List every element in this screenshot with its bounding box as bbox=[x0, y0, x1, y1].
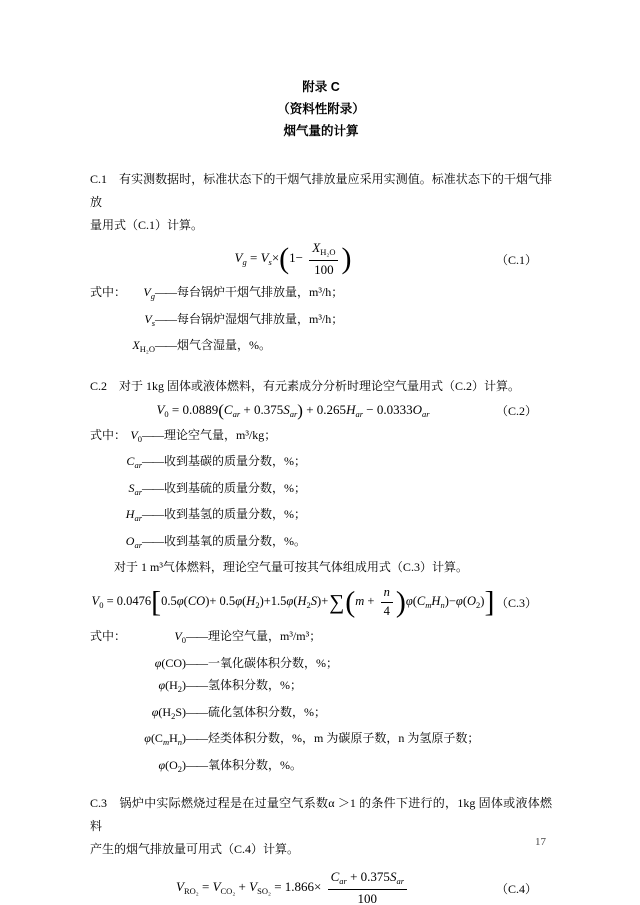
definition-desc: 氧体积分数，%。 bbox=[208, 757, 302, 772]
formula-label-c4: （C.4） bbox=[496, 881, 538, 896]
paragraph-c3-line1: C.3 锅炉中实际燃烧过程是在过量空气系数α ＞1 的条件下进行的，1kg 固体或液体燃料 bbox=[90, 796, 552, 833]
definition-symbol: $\varphi(H_2S)$ bbox=[151, 704, 186, 721]
definition-row bbox=[90, 308, 552, 335]
definition-symbol: $\varphi(O_2)$ bbox=[158, 757, 186, 774]
appendix-title: 附录 C bbox=[302, 80, 340, 94]
definition-desc: 收到基碳的质量分数，%； bbox=[164, 454, 306, 468]
formula-row-c1 bbox=[90, 237, 552, 281]
definition-row bbox=[90, 727, 552, 754]
paragraph-c2b-line1: 对于 1 m³气体燃料，理论空气量可按其气体组成用式（C.3）计算。 bbox=[114, 560, 468, 574]
definition-dash: —— bbox=[186, 731, 206, 745]
definition-list-c3 bbox=[90, 625, 552, 780]
formula-row-c3 bbox=[90, 579, 552, 625]
definition-row bbox=[90, 652, 552, 675]
definition-desc: 收到基氧的质量分数，%。 bbox=[164, 533, 306, 548]
equation-c2: $V_0 = 0.0889(C_{ar} + 0.375S_{ar}) + 0.265H_{ar} - 0.0333O_{ar}$ bbox=[156, 401, 430, 420]
definition-row bbox=[90, 281, 552, 308]
definition-dash: —— bbox=[186, 655, 206, 670]
page-content bbox=[90, 0, 552, 905]
paragraph-c2-line1: C.2 对于 1kg 固体或液体燃料，有元素成分分析时理论空气量用式（C.2）计算。 bbox=[90, 378, 521, 393]
formula-row-c2 bbox=[90, 398, 552, 424]
definition-desc: 硫化氢体积分数，%； bbox=[208, 704, 326, 719]
definition-row bbox=[90, 701, 552, 728]
definition-desc: 每台锅炉湿烟气排放量，m³/h； bbox=[177, 311, 344, 326]
paragraph-c2 bbox=[90, 375, 552, 398]
definition-list-c2 bbox=[90, 424, 552, 557]
definition-desc: 理论空气量，m³/m³； bbox=[208, 629, 322, 643]
definition-symbol: $V_s$ bbox=[144, 311, 155, 328]
definition-desc: 每台锅炉干烟气排放量，m³/h； bbox=[177, 285, 344, 299]
where-prefix: 式中： bbox=[90, 629, 127, 643]
definition-desc: 氢体积分数，%； bbox=[208, 678, 302, 692]
definition-symbol: $X_{H_2O}$ bbox=[132, 338, 155, 354]
definition-desc: 收到基硫的质量分数，%； bbox=[164, 480, 306, 495]
definition-dash: —— bbox=[155, 285, 175, 299]
definition-symbol: $H_{ar}$ bbox=[125, 507, 142, 523]
paragraph-c1 bbox=[90, 168, 552, 237]
formula-c4 bbox=[90, 870, 496, 905]
formula-c3 bbox=[90, 586, 496, 619]
paragraph-c2b bbox=[90, 556, 552, 579]
definition-symbol: $\varphi(C_mH_n)$ bbox=[144, 731, 186, 747]
definition-row bbox=[90, 754, 552, 781]
definition-dash: —— bbox=[186, 678, 206, 692]
definition-desc: 烟气含湿量，%。 bbox=[177, 338, 271, 352]
definition-symbol: $\varphi(H_2)$ bbox=[158, 678, 186, 694]
appendix-subtitle: （资料性附录） bbox=[277, 102, 365, 116]
definition-symbol: $S_{ar}$ bbox=[128, 480, 142, 497]
definition-row bbox=[90, 424, 552, 451]
definition-symbol: $C_{ar}$ bbox=[126, 454, 142, 470]
equation-c4: $V_{RO_2} = V_{CO_2} + V_{SO_2} = 1.866\times$ $\frac{C_{ar} + 0.375S_{ar}}{100}$ bbox=[176, 870, 410, 905]
definition-symbol: $V_0$ bbox=[130, 427, 142, 444]
definition-symbol: φ(CO) bbox=[154, 655, 186, 670]
definition-row bbox=[90, 674, 552, 701]
equation-c1: $V_g = V_s\times(1-$ $\frac{X_{H_2O}}{100}$ ) bbox=[234, 240, 352, 277]
equation-c3: $V_0 = 0.0476[0.5\varphi(CO)+ 0.5\varphi(H_2)+1.5\varphi(H_2S)+\sum(m$ + $\frac{n}{4}$ )$\varphi(C_mH_n)-\varphi(O_2)$] bbox=[91, 584, 495, 618]
definition-desc: 理论空气量，m³/kg； bbox=[164, 427, 277, 442]
appendix-header bbox=[90, 76, 552, 142]
definition-symbol: $V_0$ bbox=[174, 629, 186, 645]
definition-dash: —— bbox=[186, 629, 206, 643]
definition-row bbox=[90, 503, 552, 530]
definition-dash: —— bbox=[142, 507, 162, 521]
definition-row bbox=[90, 530, 552, 557]
page-number: 17 bbox=[535, 836, 546, 848]
paragraph-c3-line2: 产生的烟气排放量可用式（C.4）计算。 bbox=[90, 842, 300, 856]
formula-c1 bbox=[90, 241, 496, 277]
definition-dash: —— bbox=[155, 311, 175, 326]
where-prefix: 式中： bbox=[90, 427, 127, 442]
formula-label-c1: （C.1） bbox=[496, 252, 538, 267]
definition-desc: 一氧化碳体积分数，%； bbox=[208, 655, 338, 670]
definition-dash: —— bbox=[155, 338, 175, 352]
definition-dash: —— bbox=[142, 427, 162, 442]
formula-label-c2: （C.2） bbox=[496, 404, 538, 418]
definition-dash: —— bbox=[142, 533, 162, 548]
paragraph-c1-line2: 量用式（C.1）计算。 bbox=[90, 218, 204, 232]
definition-list-c1 bbox=[90, 281, 552, 361]
definition-symbol: $O_{ar}$ bbox=[125, 533, 142, 550]
definition-dash: —— bbox=[186, 704, 206, 719]
where-prefix: 式中： bbox=[90, 285, 127, 299]
appendix-heading: 烟气量的计算 bbox=[283, 124, 359, 138]
definition-dash: —— bbox=[142, 480, 162, 495]
formula-row-c4 bbox=[90, 865, 552, 905]
definition-row bbox=[90, 334, 552, 361]
definition-row bbox=[90, 477, 552, 504]
formula-c2 bbox=[90, 402, 496, 419]
definition-desc: 烃类体积分数，%，m 为碳原子数，n 为氢原子数； bbox=[208, 731, 480, 745]
paragraph-c1-line1: C.1 有实测数据时，标准状态下的干烟气排放量应采用实测值。标准状态下的干烟气排放 bbox=[90, 172, 552, 209]
paragraph-c3 bbox=[90, 792, 552, 861]
definition-desc: 收到基氢的质量分数，%； bbox=[164, 507, 306, 521]
definition-row bbox=[90, 450, 552, 477]
definition-symbol: $V_g$ bbox=[143, 285, 155, 301]
definition-dash: —— bbox=[142, 454, 162, 468]
definition-dash: —— bbox=[186, 757, 206, 772]
definition-row bbox=[90, 625, 552, 652]
formula-label-c3: （C.3） bbox=[496, 595, 538, 610]
